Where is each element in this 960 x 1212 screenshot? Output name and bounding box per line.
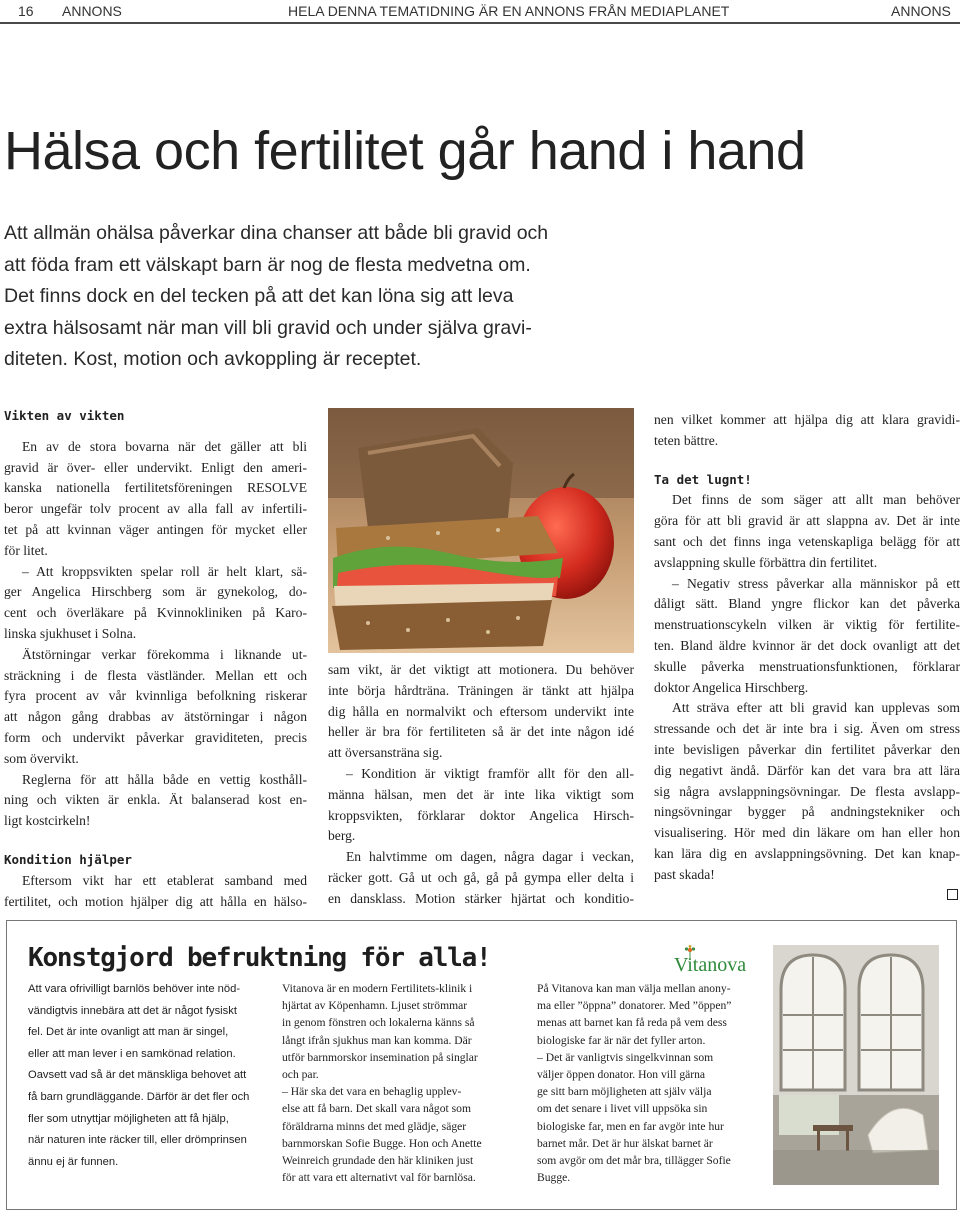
sandwich-photo (328, 408, 634, 653)
ad-line: utför barnmorskor insemination på singlar (282, 1050, 478, 1064)
end-of-article-mark (947, 889, 958, 900)
body-line: Det finns de som säger att allt man behöver (672, 492, 960, 508)
body-line: teten bättre. (654, 432, 719, 448)
lead-line: Att allmän ohälsa påverkar dina chanser att både bli gravid och (4, 222, 549, 244)
body-line: dig hålla en normalvikt och eftersom undervikt inte (328, 703, 634, 719)
header-rule (0, 22, 960, 24)
body-line: en dansklass. Motion stärker hjärtat och konditio- (328, 890, 634, 906)
ad-line: in genom fönstren och lokalerna känns så (282, 1016, 475, 1030)
ad-column-1 (28, 979, 249, 1173)
header-left-label: ANNONS (62, 3, 122, 19)
lead-line: extra hälsosamt när man vill bli gravid och under själva gravi- (4, 316, 532, 339)
ad-line: Vitanova är en modern Fertilitets-klinik i (282, 982, 473, 995)
ad-line: när naturen inte räcker till, eller drömprinsen (28, 1134, 247, 1147)
ad-line: Oavsett vad så är det mänskliga behovet att (28, 1069, 247, 1082)
body-line: Att sträva efter att bli gravid kan upplevas som (672, 700, 960, 716)
body-line: En av de stora bovarna när det gäller att bli (22, 438, 307, 454)
ad-line: långt ifrån sjukhus man kan komma. Där (282, 1033, 472, 1047)
clinic-room-photo (773, 945, 939, 1185)
body-line: skulle påverka menstruationsfunktionen, förklarar (654, 658, 960, 674)
body-line: dig negativt ändå. Därför kan det vara bra att lära (654, 762, 960, 778)
body-line: doktor Angelica Hirschberg. (654, 679, 809, 695)
ad-line: – Här ska det vara en behaglig upplev- (282, 1085, 462, 1099)
ad-column-3 (537, 980, 731, 1186)
body-line: inte bevisligen påverkar din fertilitet påverkar den (654, 741, 960, 757)
header-center-label: HELA DENNA TEMATIDNING ÄR EN ANNONS FRÅN MEDIAPLANET (288, 3, 730, 19)
ad-line: vändigtvis innebära att det är något fysiskt (28, 1004, 237, 1017)
body-line: ger Angelica Hirschberg som är gynekolog, do- (4, 584, 307, 600)
body-line: kan lära dig en avslappningsövning. Det kan knap- (654, 845, 960, 861)
subheading-ta-det-lugnt: Ta det lugnt! (654, 471, 752, 487)
article-lead (4, 218, 579, 376)
ad-line: På Vitanova kan man välja mellan anony- (537, 982, 731, 995)
article-title: Hälsa och fertilitet går hand i hand (4, 121, 806, 181)
body-line: göra för att bli gravid är att slappna av. Det är inte (654, 513, 960, 529)
ad-column-2 (282, 980, 482, 1186)
body-line: fertilitet, och motion hjälper dig att hålla en hälso- (4, 893, 307, 909)
ad-line: biologiske far, men en far avgör inte hur (537, 1119, 724, 1133)
body-line: männa hälsan, men det är inte lika viktigt som (328, 786, 634, 802)
page-number: 16 (18, 3, 34, 19)
body-line: linska sjukhuset i Solna. (4, 625, 137, 641)
header-right-label: ANNONS (891, 3, 951, 19)
page-header (0, 0, 960, 22)
body-line: En halvtimme om dagen, några dagar i veckan, (346, 849, 634, 865)
body-line: dåligt sätt. Bland yngre flickor kan det påverka (654, 596, 960, 612)
subheading-kondition: Kondition hjälper (4, 851, 132, 867)
body-line: tet på att kvinnan väger antingen för mycket eller (4, 521, 307, 537)
ad-line: Bugge. (537, 1171, 571, 1185)
ad-line: fel. Det är inte ovanligt att man är singel, (28, 1026, 229, 1039)
body-line: att översansträna sig. (328, 745, 443, 761)
body-line: sant och det finns inga vetenskapliga belägg för att (654, 533, 960, 549)
body-line: stressande och det är inte bra i sig. Även om stress (654, 721, 960, 737)
body-line: ningsövningar bygger på andningstekniker och (654, 804, 960, 820)
ad-line: – Det är vanligtvis singelkvinnan som (537, 1050, 714, 1064)
ad-line: Att vara ofrivilligt barnlös behöver inte nöd- (28, 983, 241, 995)
body-line: fyra procent av vår kvinnliga befolkning riskerar (4, 688, 307, 704)
body-line: gravid är över- eller undervikt. Enligt den ameri- (4, 459, 307, 475)
vitanova-logo-text: Vitanova (674, 954, 747, 976)
ad-line: få barn grundläggande. Därför är det fler och (28, 1090, 250, 1103)
body-line: kroppsvikten, förklarar doktor Angelica Hirsch- (328, 807, 634, 823)
body-line: ligt kostcirkeln! (4, 813, 91, 829)
body-line: Reglerna för att hålla både en vettig kosthåll- (22, 771, 307, 787)
ad-line: väljer öppen donator. Hon vill gärna (537, 1068, 706, 1082)
ad-line: som avgör om det mår bra, tillägger Sofie (537, 1154, 731, 1168)
body-line: Eftersom vikt har ett etablerat samband med (22, 872, 307, 888)
ad-line: ma eller ”öppna” donatorer. Med ”öppen” (537, 999, 732, 1013)
body-line: räcker gott. Gå ut och gå, gå på gympa eller delta i (328, 869, 634, 885)
body-line: heller är bra för fertiliteten så är det inte någon idé (328, 724, 634, 740)
article-column-2 (328, 660, 634, 910)
body-line: – Kondition är viktigt framför allt för den all- (346, 765, 634, 781)
body-line: – Att kroppsvikten spelar roll är helt klart, sä- (22, 563, 307, 579)
body-line: menstruationscykeln vilken är viktig för fertilite- (654, 617, 960, 633)
ad-line: Weinreich grundade den här kliniken just (282, 1154, 474, 1168)
body-line: berg. (328, 828, 356, 844)
body-line: past skada! (654, 866, 715, 882)
body-line: sam vikt, är det viktigt att motionera. Du behöver (328, 662, 634, 677)
ad-line: föräldrarna minns det med glädje, säger (282, 1119, 467, 1133)
body-line: visualisering. Hör med din läkare om han eller hon (654, 825, 960, 841)
ad-line: hjärtat av Köpenhamn. Ljuset strömmar (282, 999, 468, 1013)
body-line: sig några avslappningsövningar. De flesta avslapp- (654, 783, 960, 799)
body-line: ten. Bland äldre kvinnor är det dock ovanligt att det (654, 637, 960, 653)
ad-line: ännu ej är funnen. (28, 1155, 119, 1168)
body-line: ning och vikten är enkla. Ät balanserad kost en- (4, 792, 307, 808)
ad-line: om det senare i livet vill uppsöka sin (537, 1102, 708, 1116)
body-line: – Negativ stress påverkar alla människor på ett (672, 575, 960, 591)
ad-line: eller att man lever i en samkönad relation. (28, 1047, 236, 1060)
ad-line: fler som utnyttjar möjligheten att få hjälp, (28, 1112, 229, 1125)
body-line: cent och överläkare på Kvinnokliniken på Karo- (4, 605, 307, 621)
body-line: inte börja hårdträna. Träningen är tänkt att hjälpa (328, 682, 634, 698)
subheading-vikten: Vikten av vikten (4, 408, 125, 423)
lead-line: att föda fram ett välskapt barn är nog de flesta medvetna om. (4, 253, 531, 276)
ad-line: barnmorskan Sofie Bugge. Hon och Anette (282, 1136, 482, 1150)
body-line: Ätstörningar verkar förekomma i liknande ut- (22, 646, 307, 662)
ad-line: och par. (282, 1068, 319, 1082)
lead-line: diteten. Kost, motion och avkoppling är receptet. (4, 348, 422, 370)
body-line: att någon gång drabbas av ätstörningar i någon (4, 709, 307, 725)
body-line: nen vilket kommer att hjälpa dig att klara gravidi- (654, 412, 960, 427)
ad-line: menas att barnet kan få reda på vem dess (537, 1016, 727, 1030)
body-line: som övervikt. (4, 750, 79, 766)
ad-line: biologiske far är när det fyller arton. (537, 1033, 706, 1047)
body-line: sträckning i de flesta västländer. Mellan ett och (4, 667, 307, 683)
article-column-1 (4, 406, 307, 912)
ad-line: ge sitt barn möjligheten att själv välja (537, 1085, 712, 1099)
ad-line: barnet mår. Det är hur älskat barnet är (537, 1136, 713, 1150)
body-line: för litet. (4, 542, 48, 558)
ad-line: för att vara ett alternativt val för barnlösa. (282, 1171, 476, 1185)
ad-line: else att få barn. Det skall vara något som (282, 1102, 471, 1116)
body-line: form och undervikt påverkar graviditeten, precis (4, 729, 307, 745)
article-column-3 (654, 410, 960, 886)
body-line: beror ungefär tolv procent av alla fall av infertili- (4, 501, 307, 517)
ad-title: Konstgjord befruktning för alla! (28, 943, 491, 973)
body-line: avslappning skulle förbättra din fertilitet. (654, 554, 878, 570)
lead-line: Det finns dock en del tecken på att det kan löna sig att leva (4, 285, 514, 307)
body-line: kanska nationella fertilitetsföreningen RESOLVE (4, 480, 307, 496)
